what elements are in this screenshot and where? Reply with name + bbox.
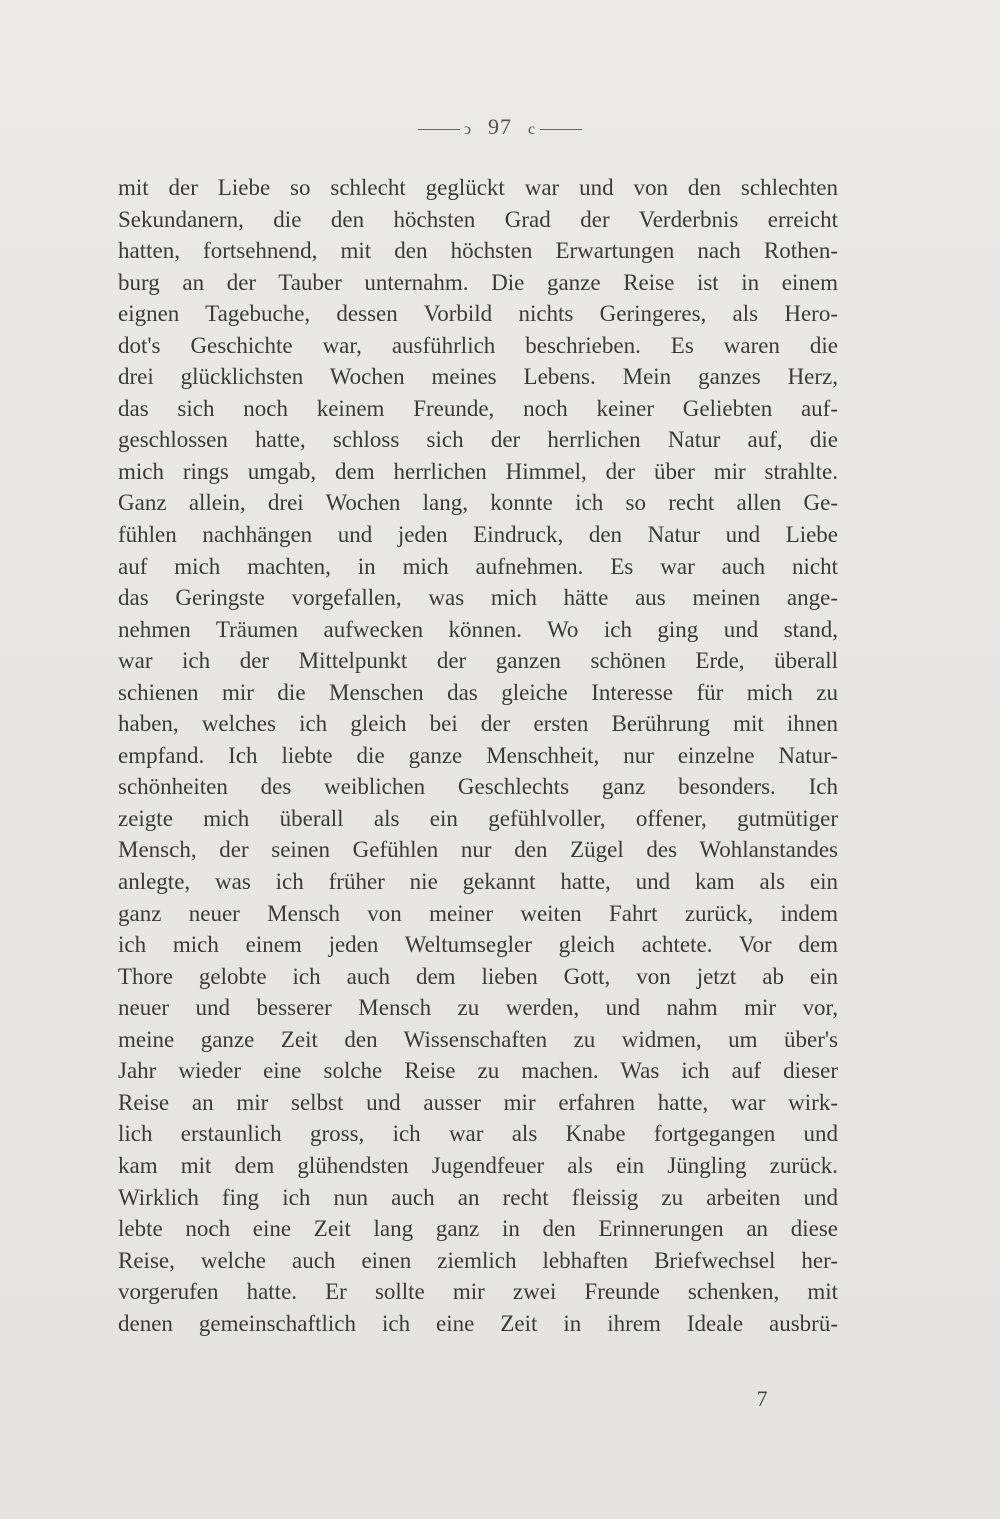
text-line: zeigte mich überall als ein gefühlvoller, offener, gutmütiger — [118, 805, 838, 831]
text-line: neuer und besserer Mensch zu werden, und nahm mir vor, — [118, 995, 838, 1021]
text-line: meine ganze Zeit den Wissenschaften zu widmen, um über's — [118, 1026, 838, 1052]
text-line: Mensch, der seinen Gefühlen nur den Zügel des Wohlanstandes — [118, 837, 838, 863]
text-line: anlegte, was ich früher nie gekannt hatte, und kam als ein — [118, 869, 838, 895]
header-rule-left — [418, 129, 460, 130]
header-ornament-right: c — [528, 121, 537, 138]
text-line: mich rings umgab, dem herrlichen Himmel, der über mir strahlte. — [118, 458, 838, 484]
text-line: mit der Liebe so schlecht geglückt war und von den schlechten — [118, 175, 838, 200]
text-line: hatten, fortsehnend, mit den höchsten Erwartungen nach Rothen- — [118, 238, 838, 264]
text-line: haben, welches ich gleich bei der ersten Berührung mit ihnen — [118, 711, 838, 737]
text-line: ich mich einem jeden Weltumsegler gleich achtete. Vor dem — [118, 932, 838, 958]
running-header — [0, 110, 1000, 144]
text-line: denen gemeinschaftlich ich eine Zeit in ihrem Ideale ausbrü- — [118, 1310, 838, 1336]
text-line: geschlossen hatte, schloss sich der herrlichen Natur auf, die — [118, 427, 838, 453]
text-line: ganz neuer Mensch von meiner weiten Fahrt zurück, indem — [118, 900, 838, 926]
text-line: fühlen nachhängen und jeden Eindruck, den Natur und Liebe — [118, 522, 838, 548]
text-line: eignen Tagebuche, dessen Vorbild nichts Geringeres, als Hero- — [118, 301, 838, 327]
text-line: empfand. Ich liebte die ganze Menschheit, nur einzelne Natur- — [118, 742, 838, 768]
text-line: nehmen Träumen aufwecken können. Wo ich ging und stand, — [118, 616, 838, 642]
text-line: auf mich machten, in mich aufnehmen. Es war auch nicht — [118, 553, 838, 579]
body-text — [118, 172, 838, 1339]
text-line: Wirklich fing ich nun auch an recht fleissig zu arbeiten und — [118, 1184, 838, 1210]
text-line: schienen mir die Menschen das gleiche Interesse für mich zu — [118, 679, 838, 705]
text-line: das Geringste vorgefallen, was mich hätte aus meinen ange- — [118, 585, 838, 611]
text-line: das sich noch keinem Freunde, noch keiner Geliebten auf- — [118, 395, 838, 421]
header-rule-right — [540, 129, 582, 130]
text-line: dot's Geschichte war, ausführlich beschrieben. Es waren die — [118, 332, 838, 358]
page-number: 97 — [488, 114, 512, 139]
text-line: burg an der Tauber unternahm. Die ganze Reise ist in einem — [118, 269, 838, 295]
text-line: Thore gelobte ich auch dem lieben Gott, von jetzt ab ein — [118, 963, 838, 989]
signature-mark: 7 — [756, 1386, 768, 1411]
text-line: Jahr wieder eine solche Reise zu machen. Was ich auf dieser — [118, 1058, 838, 1084]
text-line: kam mit dem glühendsten Jugendfeuer als ein Jüngling zurück. — [118, 1152, 838, 1178]
text-line: vorgerufen hatte. Er sollte mir zwei Freunde schenken, mit — [118, 1279, 838, 1305]
text-line: Reise, welche auch einen ziemlich lebhaften Briefwechsel her- — [118, 1247, 838, 1273]
text-line: Ganz allein, drei Wochen lang, konnte ich so recht allen Ge- — [118, 490, 838, 516]
text-line: war ich der Mittelpunkt der ganzen schönen Erde, überall — [118, 648, 838, 674]
header-ornament-left: ↄ — [463, 121, 472, 138]
text-line: schönheiten des weiblichen Geschlechts ganz besonders. Ich — [118, 774, 838, 800]
text-line: lich erstaunlich gross, ich war als Knabe fortgegangen und — [118, 1121, 838, 1147]
text-line: Sekundanern, die den höchsten Grad der Verderbnis erreicht — [118, 206, 838, 232]
text-line: drei glücklichsten Wochen meines Lebens. Mein ganzes Herz, — [118, 364, 838, 390]
text-line: lebte noch eine Zeit lang ganz in den Erinnerungen an diese — [118, 1216, 838, 1242]
text-line: Reise an mir selbst und ausser mir erfahren hatte, war wirk- — [118, 1089, 838, 1115]
